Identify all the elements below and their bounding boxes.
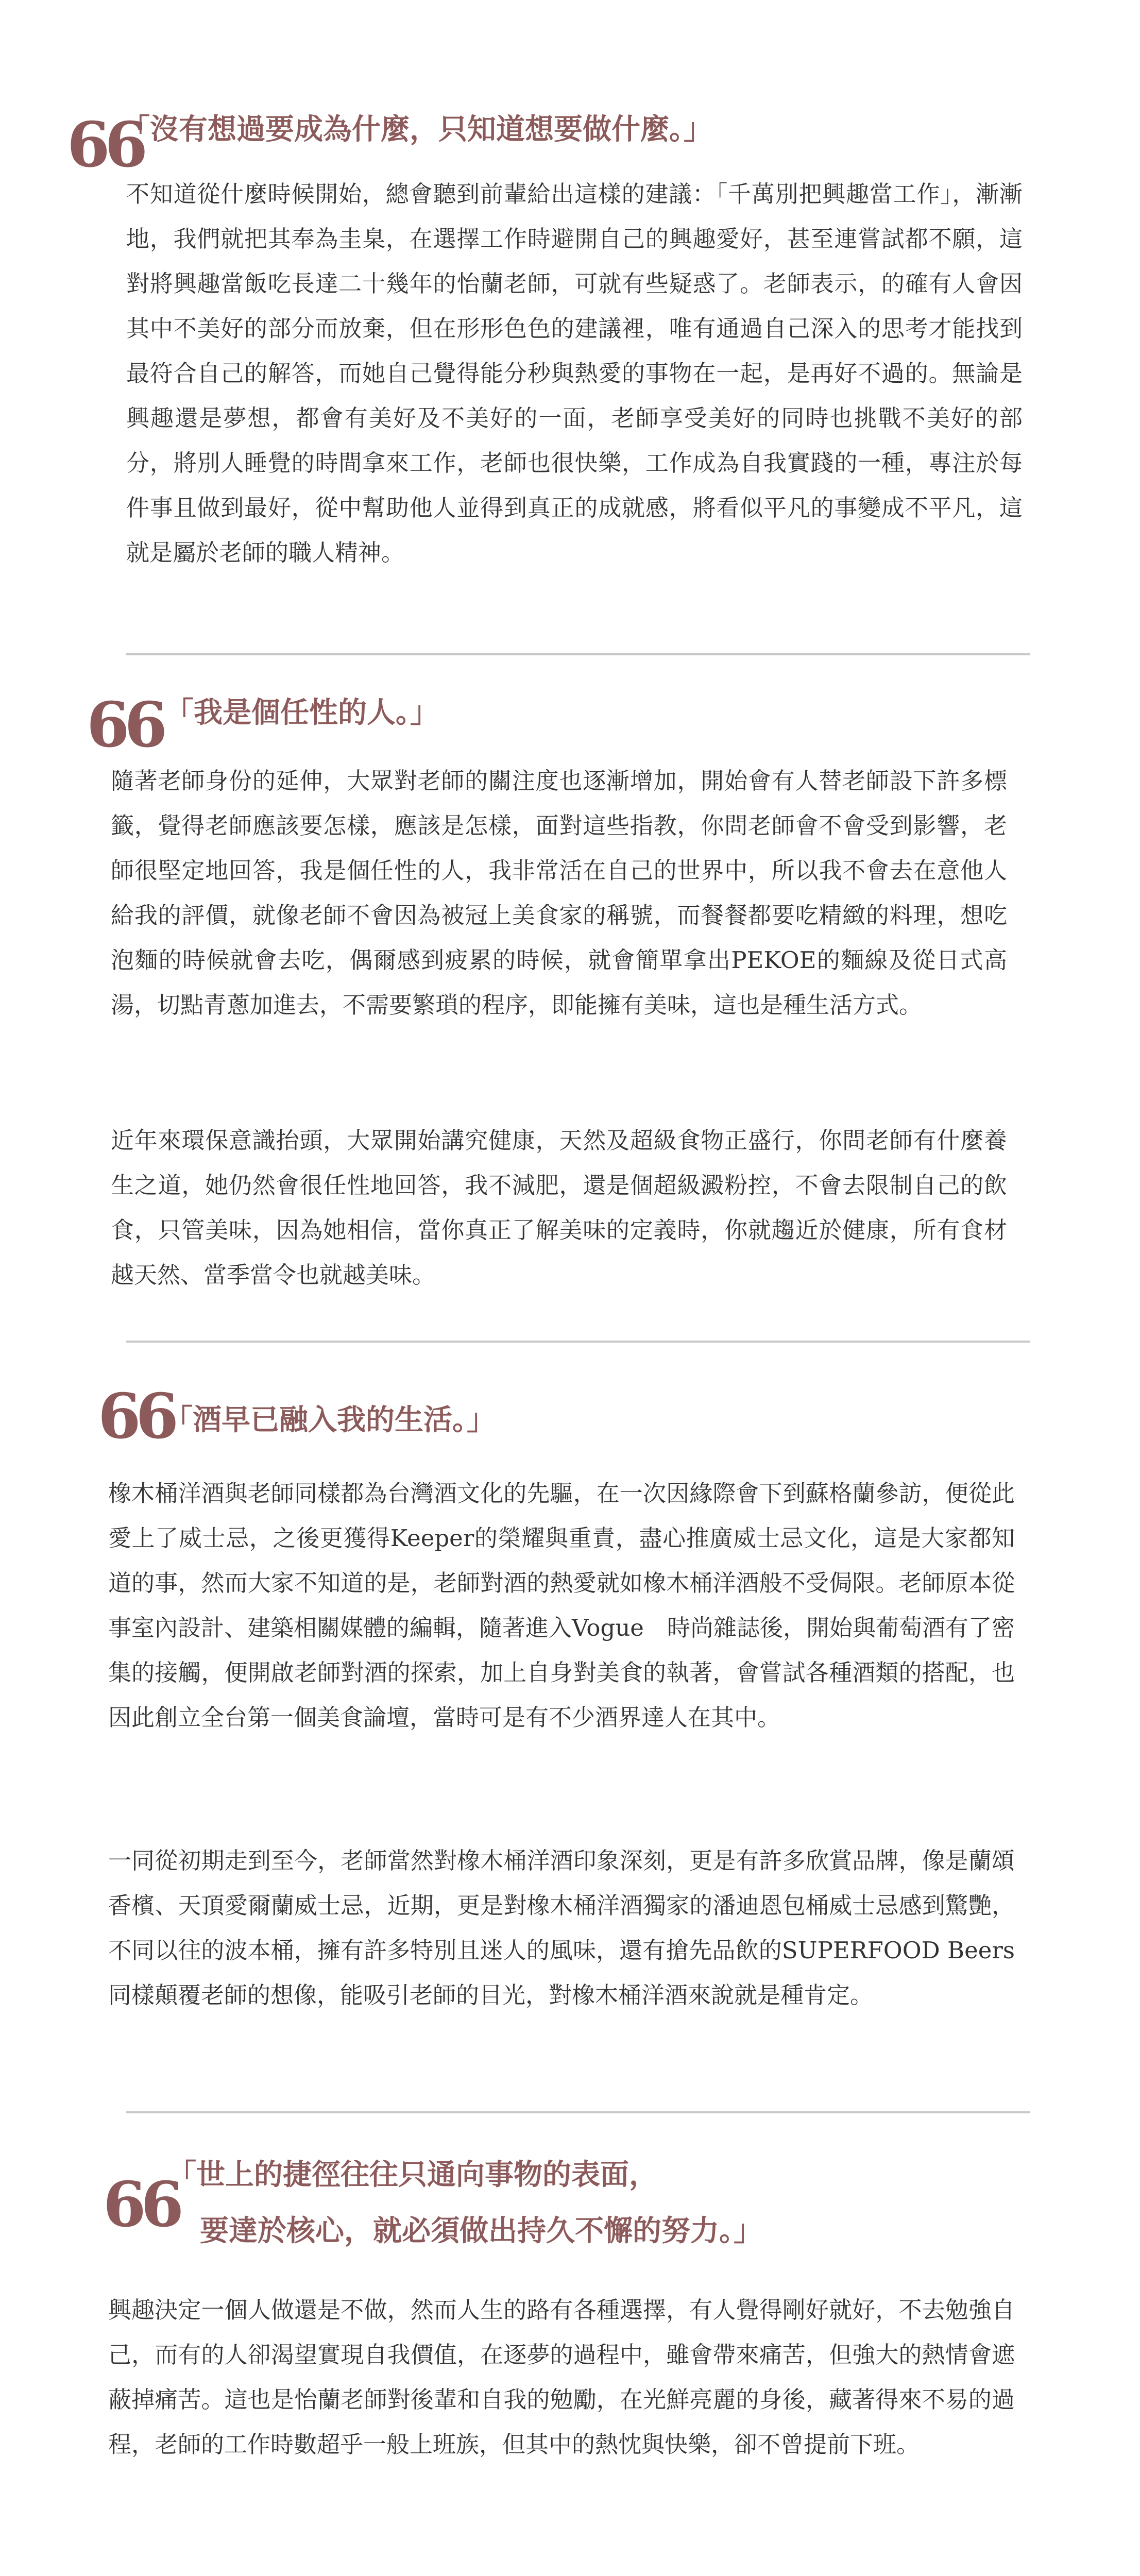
section-paragraph: 橡木桶洋酒與老師同樣都為台灣酒文化的先驅，在一次因緣際會下到蘇格蘭參訪，便從此愛上了威士忌，之後更獲得Keeper的榮耀與重責，盡心推廣威士忌文化，這是大家都知道的事，然而大家不知道的是，老師對酒的熱愛就如橡木桶洋酒般不受侷限。老師原本從事室內設計、建築相關媒體的編輯，隨著進入Vogue 時尚雜誌後，開始與葡萄酒有了密集的接觸，便開啟老師對酒的探索，加上自身對美食的執著，會嘗試各種酒類的搭配，也因此創立全台第一個美食論壇，當時可是有不少酒界達人在其中。 [108,1480,1015,1731]
section-paragraph: 隨著老師身份的延伸，大眾對老師的關注度也逐漸增加，開始會有人替老師設下許多標籤，覺得老師應該要怎樣，應該是怎樣，面對這些指教，你問老師會不會受到影響，老師很堅定地回答，我是個任性的人，我非常活在自己的世界中，所以我不會去在意他人給我的評價，就像老師不會因為被冠上美食家的稱號，而餐餐都要吃精緻的料理，想吃泡麵的時候就會去吃，偶爾感到疲累的時候，就會簡單拿出PEKOE的麵線及從日式高湯，切點青蔥加進去，不需要繁瑣的程序，即能擁有美味，這也是種生活方式。 [111,767,1007,1019]
quote-mark-icon: 66 [103,2168,179,2241]
section-divider [126,653,1030,655]
section-heading: 「我是個任性的人。」 [165,696,439,730]
quote-mark-icon: 66 [87,689,162,761]
section-paragraph: 興趣決定一個人做還是不做，然而人生的路有各種選擇，有人覺得剛好就好，不去勉強自己，而有的人卻渴望實現自我價值，在逐夢的過程中，雖會帶來痛苦，但強大的熱情會遮蔽掉痛苦。這也是怡蘭老師對後輩和自我的勉勵，在光鮮亮麗的身後，藏著得來不易的過程，老師的工作時數超乎一般上班族，但其中的熱忱與快樂，卻不曾提前下班。 [108,2296,1015,2458]
section-heading: 「沒有想過要成為什麼，只知道想要做什麼。」 [121,112,712,146]
section-divider [126,1341,1030,1343]
section-paragraph: 不知道從什麼時候開始，總會聽到前輩給出這樣的建議：「千萬別把興趣當工作」，漸漸地，我們就把其奉為圭臬，在選擇工作時避開自己的興趣愛好，甚至連嘗試都不願，這對將興趣當飯吃長達二十幾年的怡蘭老師，可就有些疑惑了。老師表示，的確有人會因其中不美好的部分而放棄，但在形形色色的建議裡，唯有通過自己深入的思考才能找到最符合自己的解答，而她自己覺得能分秒與熱愛的事物在一起，是再好不過的。無論是興趣還是夢想，都會有美好及不美好的一面，老師享受美好的同時也挑戰不美好的部分，將別人睡覺的時間拿來工作，老師也很快樂，工作成為自我實踐的一種，專注於每件事且做到最好，從中幫助他人並得到真正的成就感，將看似平凡的事變成不平凡，這就是屬於老師的職人精神。 [126,180,1023,566]
section-heading-line-1: 「世上的捷徑往往只通向事物的表面， [167,2158,658,2192]
section-heading: 「酒早已融入我的生活。」 [164,1403,496,1437]
section-paragraph: 近年來環保意識抬頭，大眾開始講究健康，天然及超級食物正盛行，你問老師有什麼養生之道，她仍然會很任性地回答，我不減肥，還是個超級澱粉控，不會去限制自己的飲食，只管美味，因為她相信，當你真正了解美味的定義時，你就趨近於健康，所有食材越天然、當季當令也就越美味。 [111,1127,1007,1289]
section-divider [126,2111,1030,2113]
section-heading-line-2: 要達於核心，就必須做出持久不懈的努力。」 [200,2214,762,2248]
quote-mark-icon: 66 [98,1380,174,1453]
quote-mark-icon: 66 [67,109,143,181]
section-paragraph: 一同從初期走到至今，老師當然對橡木桶洋酒印象深刻，更是有許多欣賞品牌，像是蘭頌香檳、天頂愛爾蘭威士忌，近期，更是對橡木桶洋酒獨家的潘迪恩包桶威士忌感到驚艷，不同以往的波本桶，擁有許多特別且迷人的風味，還有搶先品飲的SUPERFOOD Beers 同樣顛覆老師的想像，能吸引老師的目光，對橡木桶洋酒來說就是種肯定。 [108,1847,1015,2009]
